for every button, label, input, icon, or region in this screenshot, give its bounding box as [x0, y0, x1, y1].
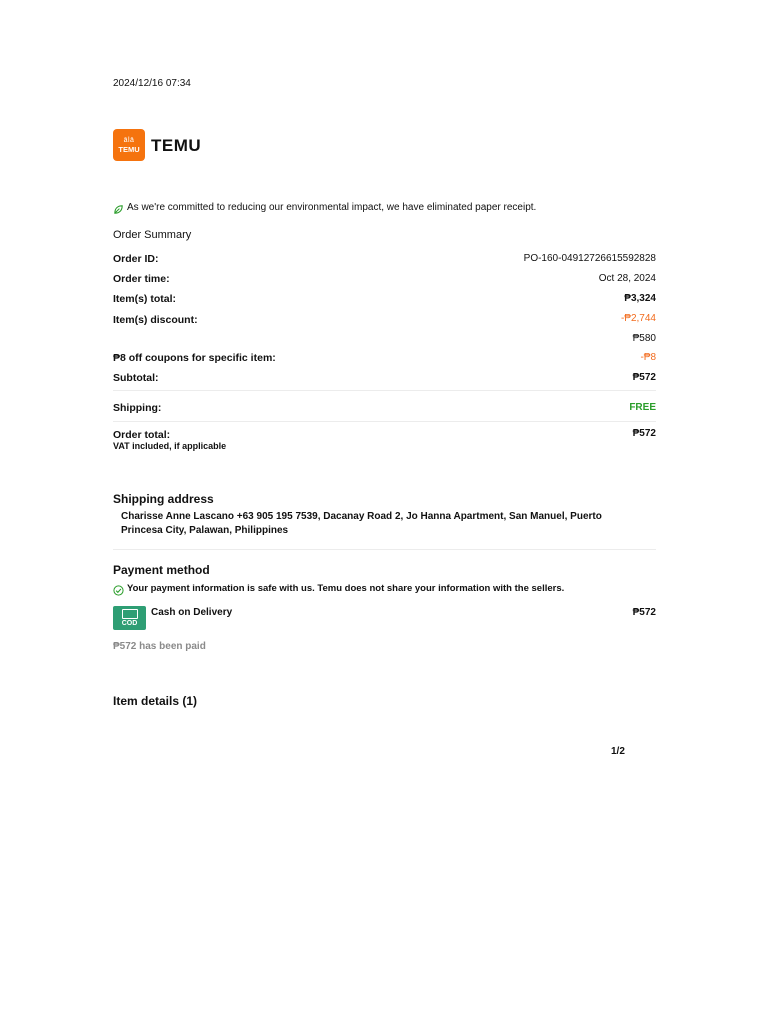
- payment-amount: ₱572: [632, 607, 656, 618]
- shipping-address-title: Shipping address: [113, 492, 214, 506]
- cash-icon: [122, 609, 138, 619]
- order-id-label: Order ID:: [113, 253, 159, 265]
- item-details-title: Item details (1): [113, 694, 198, 708]
- divider: [113, 549, 656, 550]
- items-total-value: ₱3,324: [624, 293, 656, 304]
- after-discount-value: ₱580: [632, 333, 656, 344]
- subtotal-label: Subtotal:: [113, 372, 159, 384]
- page-indicator: 1/2: [611, 746, 625, 757]
- shipping-value: FREE: [629, 402, 656, 413]
- coupon-label: ₱8 off coupons for specific item:: [113, 352, 276, 364]
- vat-note: VAT included, if applicable: [113, 441, 227, 451]
- shipping-address-line-2: Princesa City, Palawan, Philippines: [121, 525, 289, 536]
- shipping-address-line-1: Charisse Anne Lascano +63 905 195 7539, Dacanay Road 2, Jo Hanna Apartment, San Manuel, Puerto: [121, 511, 602, 522]
- divider: [113, 390, 656, 391]
- divider: [113, 421, 656, 422]
- brand-name: TEMU: [151, 136, 202, 155]
- cod-badge: [113, 606, 146, 630]
- logo-icon-bottom-text: TEMU: [118, 144, 140, 154]
- order-total-label: Order total:: [113, 429, 171, 441]
- order-summary-title: Order Summary: [113, 229, 192, 241]
- items-discount-value: -₱2,744: [620, 313, 656, 324]
- items-discount-label: Item(s) discount:: [113, 314, 198, 326]
- paid-note: ₱572 has been paid: [113, 641, 206, 652]
- order-time-value: Oct 28, 2024: [598, 273, 656, 284]
- payment-method-title: Payment method: [113, 563, 210, 577]
- order-time-label: Order time:: [113, 273, 170, 285]
- shield-check-icon: [113, 583, 124, 594]
- receipt-datetime: 2024/12/16 07:34: [113, 78, 191, 89]
- order-id-value: PO-160-04912726615592828: [523, 253, 656, 264]
- cod-badge-text: COD: [121, 619, 138, 627]
- eco-notice: As we're committed to reducing our environmental impact, we have eliminated paper receipt.: [127, 202, 537, 213]
- logo-icon-top-text: ālā: [123, 136, 135, 144]
- order-total-value: ₱572: [632, 428, 656, 439]
- payment-method-name: Cash on Delivery: [151, 607, 233, 618]
- temu-logo-icon: [113, 129, 145, 161]
- items-total-label: Item(s) total:: [113, 293, 176, 305]
- subtotal-value: ₱572: [632, 372, 656, 383]
- payment-security-note: Your payment information is safe with us. Temu does not share your information with the sellers.: [127, 583, 565, 594]
- leaf-icon: [113, 202, 124, 213]
- coupon-value: -₱8: [640, 352, 656, 363]
- shipping-label: Shipping:: [113, 402, 162, 414]
